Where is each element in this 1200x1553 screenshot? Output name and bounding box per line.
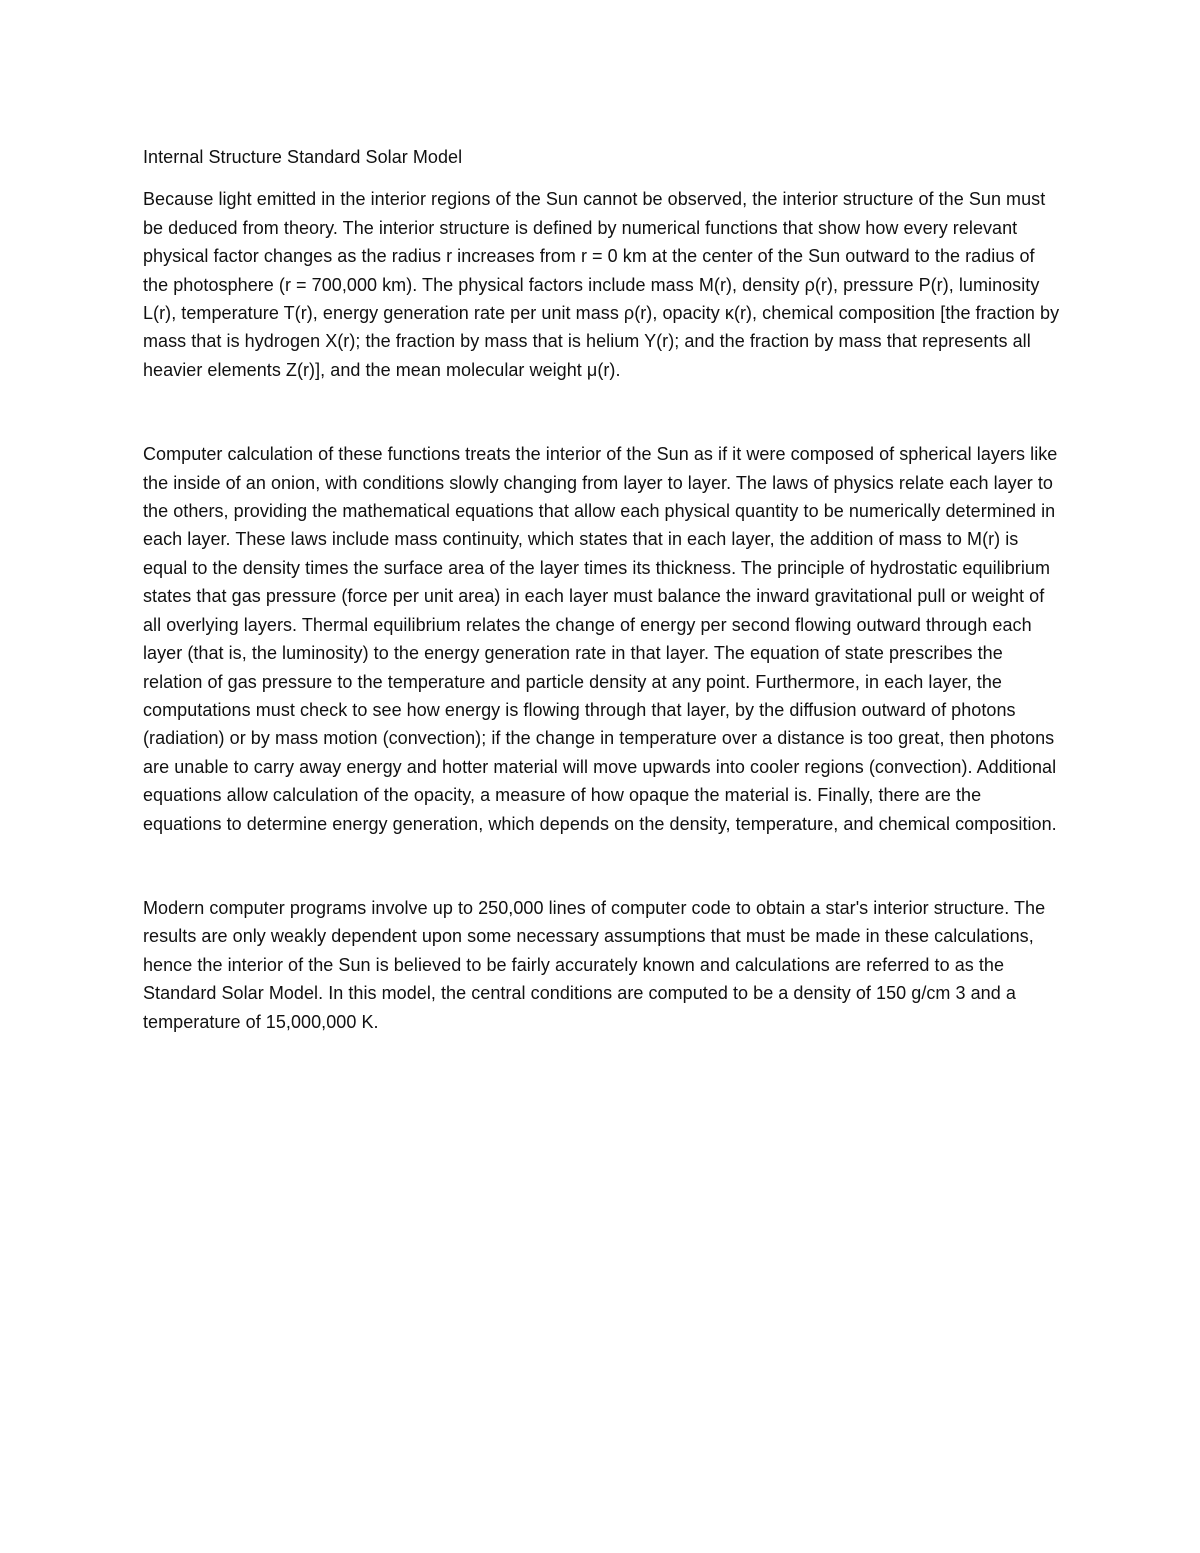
paragraph-interior-structure: Because light emitted in the interior regions of the Sun cannot be observed, the interior structure of the Sun must be deduced from theory. The interior structure is defined by numerical functions that show how every relevant physical factor changes as the radius r increases from r = 0 km at the center of the Sun outward to the radius of the photosphere (r = 700,000 km). The physical factors include mass M(r), density ρ(r), pressure P(r), luminosity L(r), temperature T(r), energy generation rate per unit mass ρ(r), opacity κ(r), chemical composition [the fraction by mass that is hydrogen X(r); the fraction by mass that is helium Y(r); and the fraction by mass that represents all heavier elements Z(r)], and the mean molecular weight μ(r).: [143, 189, 1060, 380]
document-body: [143, 143, 1063, 1036]
paragraph-computer-calculation: Computer calculation of these functions treats the interior of the Sun as if it were composed of spherical layers like the inside of an onion, with conditions slowly changing from layer to layer. The laws of physics relate each layer to the others, providing the mathematical equations that allow each physical quantity to be numerically determined in each layer. These laws include mass continuity, which states that in each layer, the addition of mass to M(r) is equal to the density times the surface area of the layer times its thickness. The principle of hydrostatic equilibrium states that gas pressure (force per unit area) in each layer must balance the inward gravitational pull or weight of all overlying layers. Thermal equilibrium relates the change of energy per second flowing outward through each layer (that is, the luminosity) to the energy generation rate in that layer. The equation of state prescribes the relation of gas pressure to the temperature and particle density at any point. Furthermore, in each layer, the computations must check to see how energy is flowing through that layer, by the diffusion outward of photons (radiation) or by mass motion (convection); if the change in temperature over a distance is too great, then photons are unable to carry away energy and hotter material will move upwards into cooler regions (convection). Additional equations allow calculation of the opacity, a measure of how opaque the material is. Finally, there are the equations to determine energy generation, which depends on the density, temperature, and chemical composition.: [143, 444, 1058, 834]
paragraph-standard-solar-model: Modern computer programs involve up to 250,000 lines of computer code to obtain a star's interior structure. The results are only weakly dependent upon some necessary assumptions that must be made in these calculations, hence the interior of the Sun is believed to be fairly accurately known and calculations are referred to as the Standard Solar Model. In this model, the central conditions are computed to be a density of 150 g/cm 3 and a temperature of 15,000,000 K.: [143, 897, 1046, 1032]
document-title: Internal Structure Standard Solar Model: [143, 147, 463, 167]
